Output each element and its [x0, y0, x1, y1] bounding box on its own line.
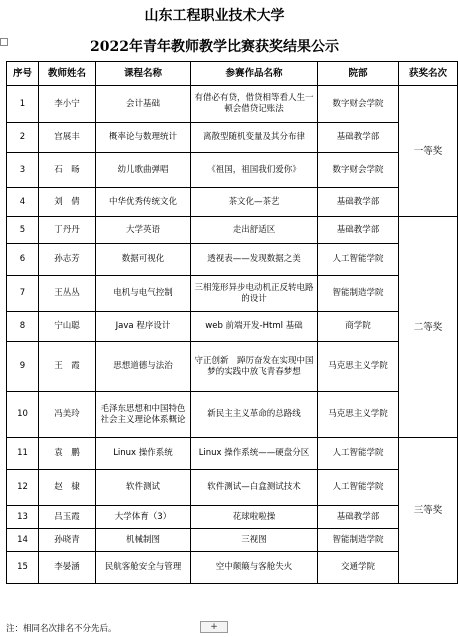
header-dept: 院部 [318, 62, 399, 86]
table-row [7, 217, 458, 244]
cell-no: 9 [7, 342, 39, 392]
cell-course: 电机与电气控制 [96, 276, 191, 312]
cell-teacher: 袁 鹏 [39, 438, 96, 470]
cell-work: web 前端开发-Html 基础 [191, 312, 318, 342]
cell-course: Linux 操作系统 [96, 438, 191, 470]
cell-dept: 商学院 [318, 312, 399, 342]
cell-dept: 智能制造学院 [318, 276, 399, 312]
cell-no: 4 [7, 188, 39, 217]
cell-dept: 智能制造学院 [318, 529, 399, 552]
cell-course: 毛泽东思想和中国特色社会主义理论体系概论 [96, 392, 191, 438]
header-work: 参赛作品名称 [191, 62, 318, 86]
cell-work: 花球啦啦操 [191, 506, 318, 529]
cell-no: 10 [7, 392, 39, 438]
cell-work: 三视图 [191, 529, 318, 552]
school-title: 山东工程职业技术大学 [144, 8, 285, 24]
cell-teacher: 宫展丰 [39, 123, 96, 153]
cell-no: 8 [7, 312, 39, 342]
cell-dept: 人工智能学院 [318, 438, 399, 470]
cell-course: 大学体育（3） [96, 506, 191, 529]
cell-no: 11 [7, 438, 39, 470]
cell-work: 走出舒适区 [191, 217, 318, 244]
award-first: 一等奖 [399, 86, 458, 217]
cell-course: 概率论与数理统计 [96, 123, 191, 153]
cell-no: 15 [7, 552, 39, 584]
cell-dept: 人工智能学院 [318, 244, 399, 276]
table-row [7, 276, 458, 312]
cell-course: 大学英语 [96, 217, 191, 244]
cell-teacher: 李晏涵 [39, 552, 96, 584]
cell-course: Java 程序设计 [96, 312, 191, 342]
header-no: 序号 [7, 62, 39, 86]
table-row [7, 123, 458, 153]
cell-work: 空中颠簸与客舱失火 [191, 552, 318, 584]
header-award: 获奖名次 [399, 62, 458, 86]
cell-no: 5 [7, 217, 39, 244]
table-row [7, 506, 458, 529]
cell-dept: 人工智能学院 [318, 470, 399, 506]
cell-no: 14 [7, 529, 39, 552]
cell-teacher: 石 旸 [39, 153, 96, 188]
cell-work: 三相笼形异步电动机正反转电路的设计 [191, 276, 318, 312]
cell-no: 7 [7, 276, 39, 312]
cell-teacher: 宁山聪 [39, 312, 96, 342]
award-third: 三等奖 [399, 438, 458, 584]
table-row [7, 552, 458, 584]
cell-dept: 基础教学部 [318, 506, 399, 529]
cell-teacher: 王 霞 [39, 342, 96, 392]
cell-course: 会计基础 [96, 86, 191, 123]
cell-work: Linux 操作系统——硬盘分区 [191, 438, 318, 470]
cell-teacher: 王丛丛 [39, 276, 96, 312]
cell-no: 6 [7, 244, 39, 276]
cell-work: 软件测试—白盒测试技术 [191, 470, 318, 506]
table-row [7, 153, 458, 188]
footnote: 注：相同名次排名不分先后。 [6, 624, 117, 634]
cell-course: 机械制图 [96, 529, 191, 552]
cell-no: 2 [7, 123, 39, 153]
cell-course: 幼儿歌曲弹唱 [96, 153, 191, 188]
cell-teacher: 吕玉霞 [39, 506, 96, 529]
cell-dept: 马克思主义学院 [318, 392, 399, 438]
table-row [7, 244, 458, 276]
cell-work: 有借必有贷，借贷相等看人生一顿会借贷记账法 [191, 86, 318, 123]
table-row [7, 438, 458, 470]
cell-teacher: 赵 棣 [39, 470, 96, 506]
header-teacher: 教师姓名 [39, 62, 96, 86]
add-row-button[interactable]: + [200, 621, 228, 633]
results-table [6, 61, 458, 584]
table-header-row [7, 62, 458, 86]
cell-no: 1 [7, 86, 39, 123]
cell-work: 茶文化—茶艺 [191, 188, 318, 217]
header-course: 课程名称 [96, 62, 191, 86]
announcement-title: 2022年青年教师教学比赛获奖结果公示 [90, 39, 339, 55]
cell-course: 民航客舱安全与管理 [96, 552, 191, 584]
table-row [7, 529, 458, 552]
cell-teacher: 李小宁 [39, 86, 96, 123]
cell-course: 思想道德与法治 [96, 342, 191, 392]
table-row [7, 86, 458, 123]
cell-dept: 基础教学部 [318, 188, 399, 217]
cell-dept: 数字财会学院 [318, 86, 399, 123]
cell-teacher: 孙晓青 [39, 529, 96, 552]
cell-no: 3 [7, 153, 39, 188]
table-row [7, 312, 458, 342]
cell-dept: 马克思主义学院 [318, 342, 399, 392]
cell-course: 中华优秀传统文化 [96, 188, 191, 217]
cell-work: 透视表——发现数据之美 [191, 244, 318, 276]
cell-teacher: 孙志芳 [39, 244, 96, 276]
cell-dept: 基础教学部 [318, 123, 399, 153]
cell-work: 《祖国，祖国我们爱你》 [191, 153, 318, 188]
cell-dept: 基础教学部 [318, 217, 399, 244]
cell-no: 13 [7, 506, 39, 529]
table-row [7, 470, 458, 506]
table-row [7, 392, 458, 438]
table-row [7, 342, 458, 392]
cell-dept: 交通学院 [318, 552, 399, 584]
cell-teacher: 冯美玲 [39, 392, 96, 438]
cell-work: 离散型随机变量及其分布律 [191, 123, 318, 153]
cell-teacher: 刘 倩 [39, 188, 96, 217]
cell-work: 新民主主义革命的总路线 [191, 392, 318, 438]
table-row [7, 188, 458, 217]
award-second: 二等奖 [399, 217, 458, 438]
cell-work: 守正创新 踔厉奋发在实现中国梦的实践中放飞青春梦想 [191, 342, 318, 392]
cell-course: 软件测试 [96, 470, 191, 506]
cell-course: 数据可视化 [96, 244, 191, 276]
cell-teacher: 丁丹丹 [39, 217, 96, 244]
cell-no: 12 [7, 470, 39, 506]
cell-dept: 数字财会学院 [318, 153, 399, 188]
